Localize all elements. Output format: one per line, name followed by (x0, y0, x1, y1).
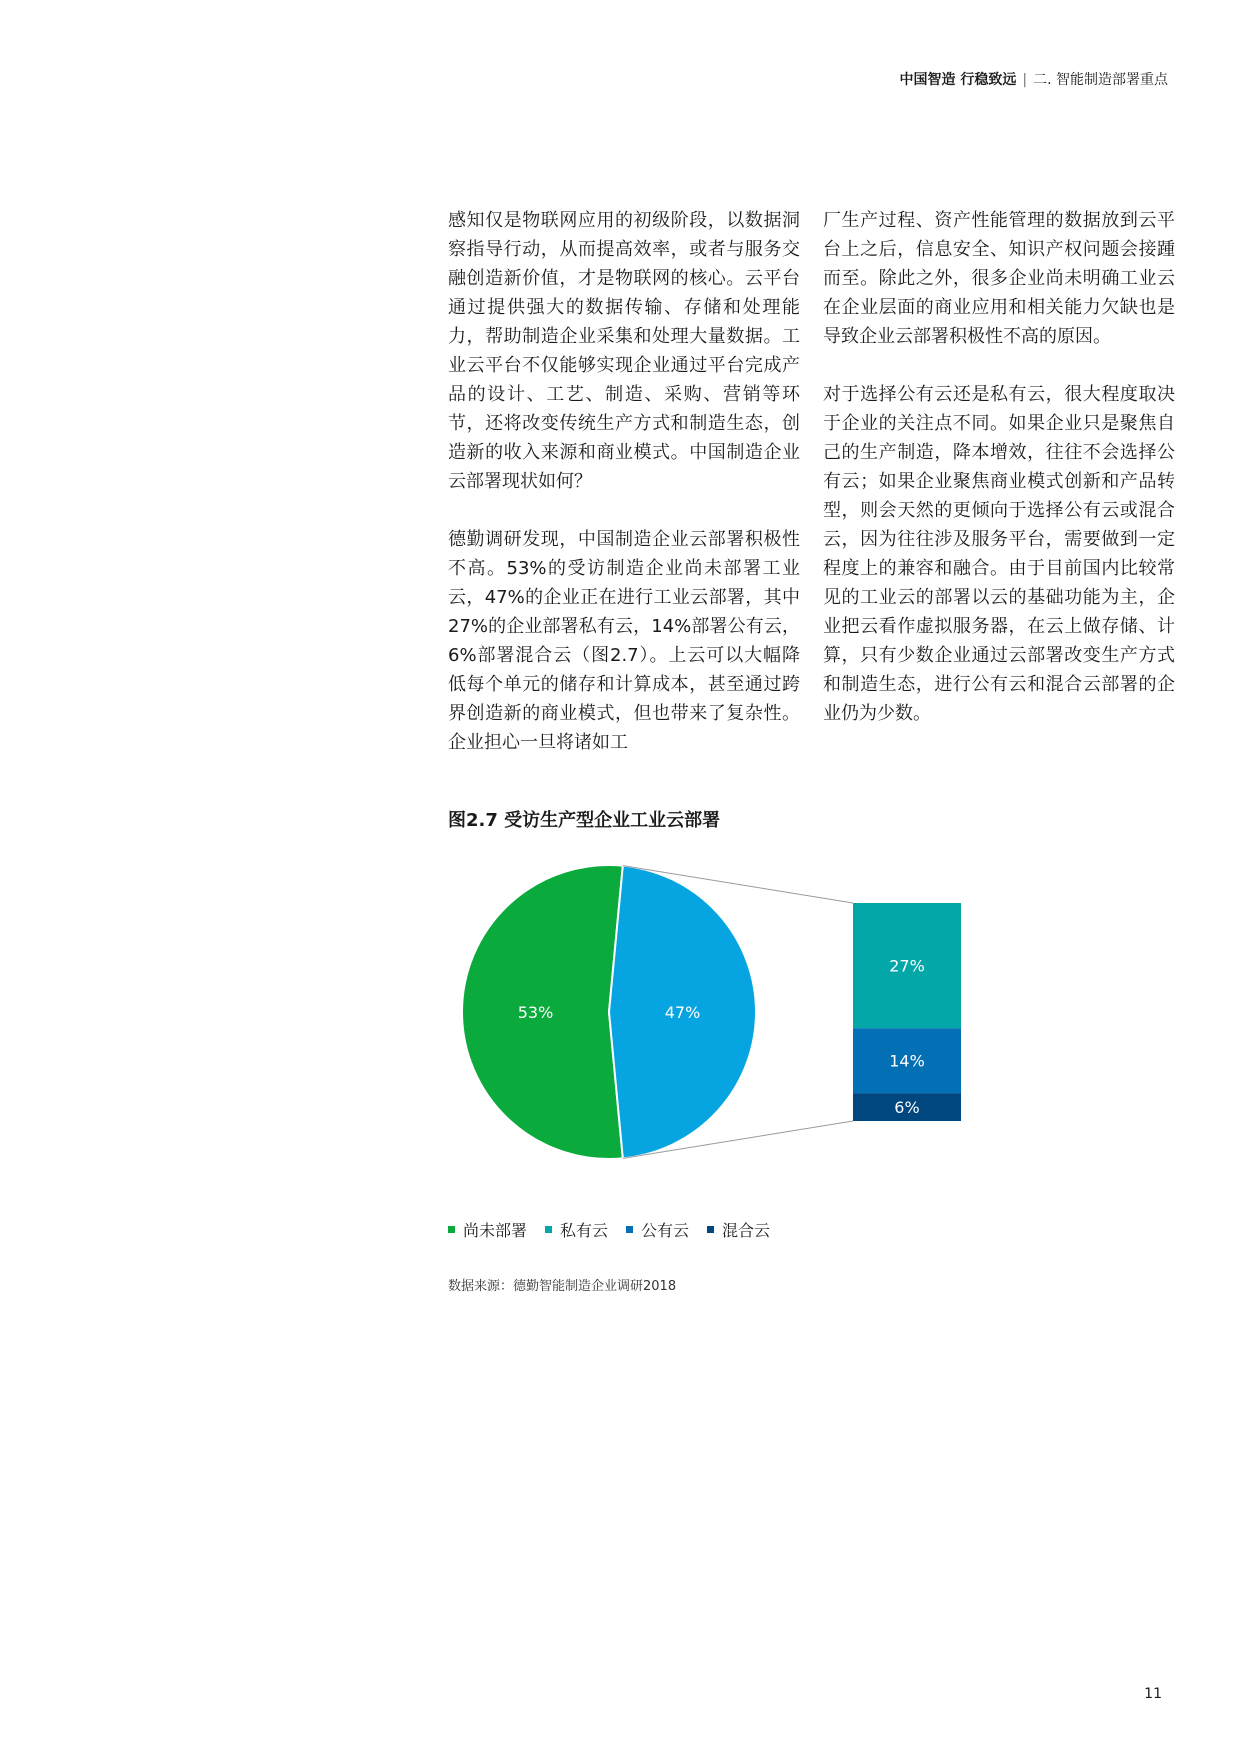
legend-item (707, 1218, 770, 1241)
left-column (448, 206, 800, 786)
body-paragraph: 对于选择公有云还是私有云，很大程度取决于企业的关注点不同。如果企业只是聚焦自己的生产制造，降本增效，往往不会选择公有云；如果企业聚焦商业模式创新和产品转型，则会天然的更倾向于选择公有云或混合云，因为往往涉及服务平台，需要做到一定程度上的兼容和融合。由于目前国内比较常见的工业云的部署以云的基础功能为主，企业把云看作虚拟服务器，在云上做存储、计算，只有少数企业通过云部署改变生产方式和制造生态，进行公有云和混合云部署的企业仍为少数。 (823, 384, 1175, 724)
right-column (823, 206, 1175, 757)
header-separator: | (1022, 72, 1028, 88)
figure-title: 图2.7 受访生产型企业工业云部署 (448, 810, 721, 831)
report-title: 中国智造 行稳致远 (899, 72, 1017, 88)
legend-swatch (626, 1226, 633, 1233)
page-header (900, 69, 1169, 89)
legend-item (545, 1218, 608, 1241)
bar-data-label: 27% (889, 956, 925, 976)
chart-legend (448, 1218, 770, 1241)
bar-data-label: 14% (889, 1051, 925, 1071)
body-paragraph: 感知仅是物联网应用的初级阶段，以数据洞察指导行动，从而提高效率，或者与服务交融创造新价值，才是物联网的核心。云平台通过提供强大的数据传输、存储和处理能力，帮助制造企业采集和处理大量数据。工业云平台不仅能够实现企业通过平台完成产品的设计、工艺、制造、采购、营销等环节，还将改变传统生产方式和制造生态，创造新的收入来源和商业模式。中国制造企业云部署现状如何？ (448, 210, 800, 492)
page-number: 11 (1144, 1686, 1162, 1702)
legend-item (448, 1218, 527, 1241)
body-paragraph: 厂生产过程、资产性能管理的数据放到云平台上之后，信息安全、知识产权问题会接踵而至。除此之外，很多企业尚未明确工业云在企业层面的商业应用和相关能力欠缺也是导致企业云部署积极性不高的原因。 (823, 210, 1175, 347)
body-paragraph: 德勤调研发现，中国制造企业云部署积极性不高。53%的受访制造企业尚未部署工业云，47%的企业正在进行工业云部署，其中27%的企业部署私有云，14%部署公有云，6%部署混合云（图2.7）。上云可以大幅降低每个单元的储存和计算成本，甚至通过跨界创造新的商业模式，但也带来了复杂性。企业担心一旦将诸如工 (448, 529, 800, 753)
legend-swatch (707, 1226, 714, 1233)
legend-swatch (448, 1226, 455, 1233)
pie-of-bar-chart (440, 850, 1000, 1200)
legend-label: 私有云 (560, 1221, 609, 1240)
legend-label: 公有云 (641, 1221, 690, 1240)
legend-label: 混合云 (722, 1221, 771, 1240)
section-title: 二. 智能制造部署重点 (1033, 72, 1168, 88)
pie-data-label: 53% (517, 1003, 554, 1022)
legend-label: 尚未部署 (463, 1221, 528, 1240)
bar-data-label: 6% (894, 1098, 920, 1118)
pie-data-label: 47% (664, 1003, 701, 1022)
data-source: 数据来源：德勤智能制造企业调研2018 (448, 1279, 677, 1294)
legend-item (626, 1218, 689, 1241)
legend-swatch (545, 1226, 552, 1233)
